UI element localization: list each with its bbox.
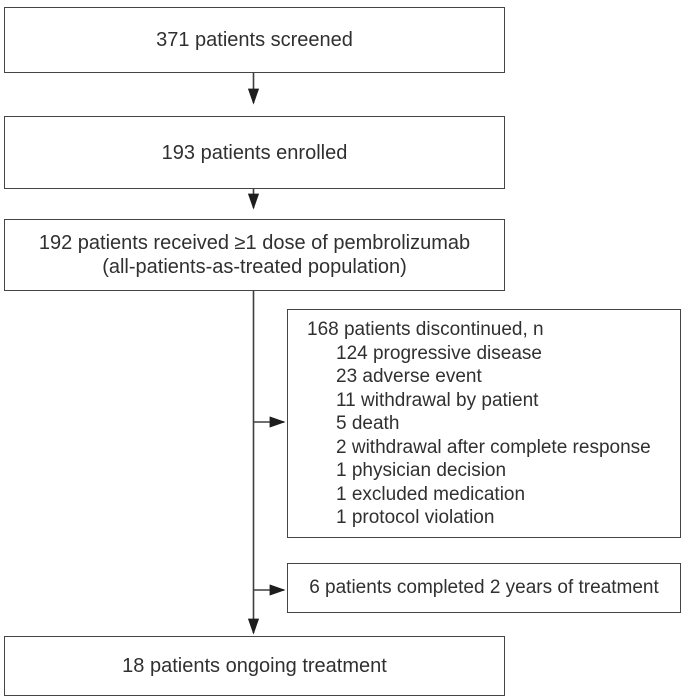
node-completed xyxy=(287,563,681,613)
node-discontinued xyxy=(287,309,681,538)
node-screened xyxy=(4,7,505,73)
discontinued-reason: 124 progressive disease xyxy=(336,342,542,364)
node-completed-label: 6 patients completed 2 years of treatment xyxy=(309,577,659,598)
node-ongoing-label: 18 patients ongoing treatment xyxy=(122,655,387,677)
node-screened-label: 371 patients screened xyxy=(156,29,353,51)
discontinued-reason: 23 adverse event xyxy=(336,366,482,387)
discontinued-reason: 2 withdrawal after complete response xyxy=(336,436,651,458)
discontinued-reason: 1 protocol violation xyxy=(336,507,495,528)
discontinued-reason: 1 excluded medication xyxy=(336,483,526,505)
node-enrolled-label: 193 patients enrolled xyxy=(161,141,348,164)
node-enrolled xyxy=(4,116,505,189)
node-ongoing xyxy=(4,636,505,696)
node-treated xyxy=(4,219,505,291)
node-discontinued-header: 168 patients discontinued, n xyxy=(307,319,544,340)
discontinued-reason: 1 physician decision xyxy=(336,460,507,481)
discontinued-reason: 5 death xyxy=(336,413,400,434)
node-treated-label-line1: 192 patients received ≥1 dose of pembrolizumab xyxy=(38,232,471,254)
discontinued-reason: 11 withdrawal by patient xyxy=(336,389,539,411)
node-treated-label-line2: (all-patients-as-treated population) xyxy=(102,256,407,278)
